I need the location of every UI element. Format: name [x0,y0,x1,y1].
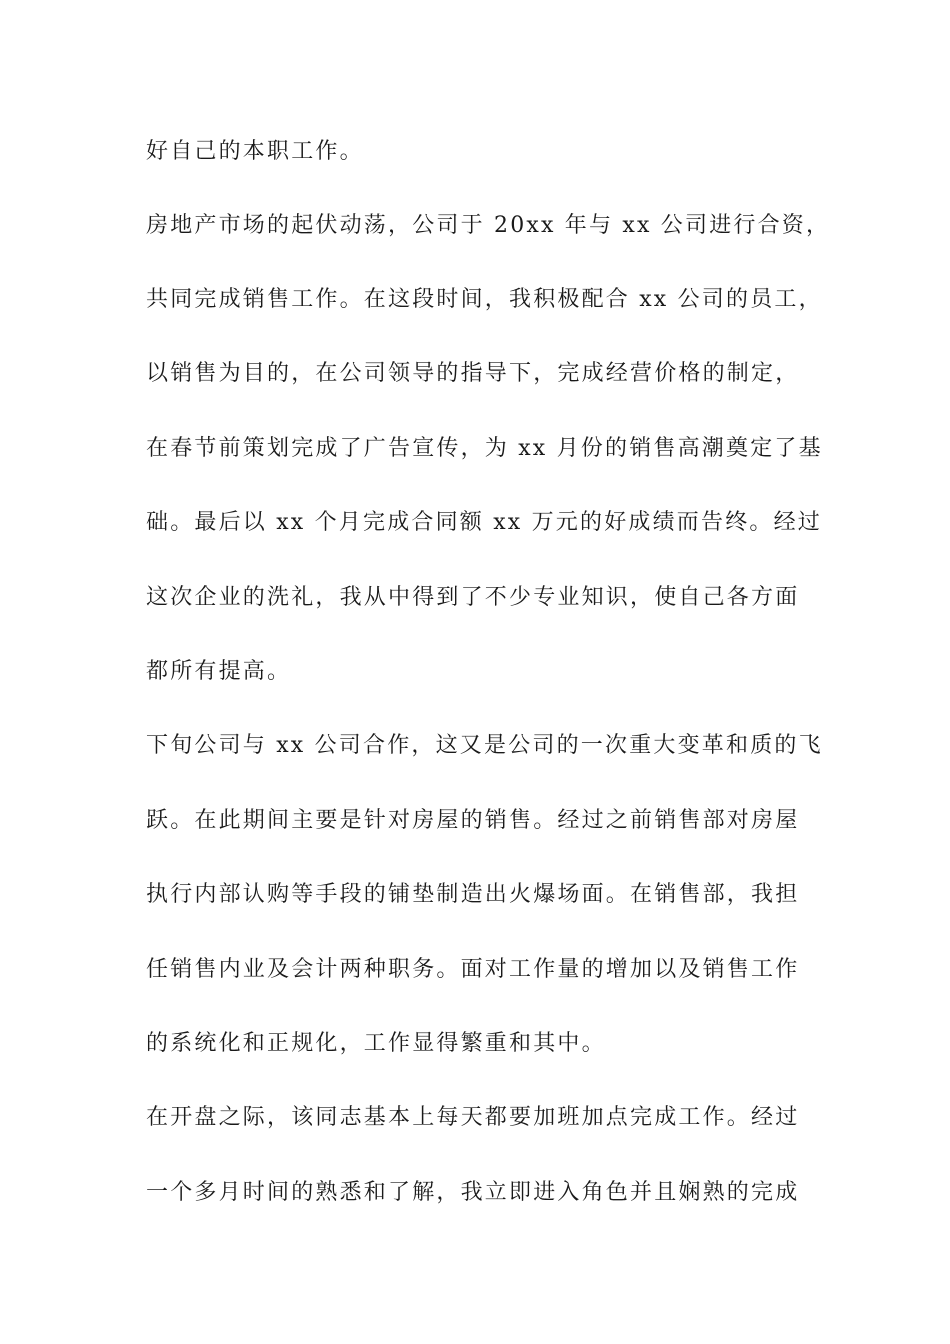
text-line: 一个多月时间的熟悉和了解，我立即进入角色并且娴熟的完成 [146,1180,800,1205]
text-line: 下旬公司与 xx 公司合作，这又是公司的一次重大变革和质的飞 [146,733,823,758]
text-line: 础。最后以 xx 个月完成合同额 xx 万元的好成绩而告终。经过 [146,510,823,535]
text-line: 房地产市场的起伏动荡，公司于 20xx 年与 xx 公司进行合资， [146,213,831,238]
text-line: 在春节前策划完成了广告宣传，为 xx 月份的销售高潮奠定了基 [146,436,823,461]
text-line: 任销售内业及会计两种职务。面对工作量的增加以及销售工作 [146,957,800,982]
text-line: 好自己的本职工作。 [146,139,364,164]
text-line: 都所有提高。 [146,659,292,684]
text-line: 共同完成销售工作。在这段时间，我积极配合 xx 公司的员工， [146,287,823,312]
text-line: 这次企业的洗礼，我从中得到了不少专业知识，使自己各方面 [146,585,800,610]
text-line: 执行内部认购等手段的铺垫制造出火爆场面。在销售部，我担 [146,882,800,907]
text-line: 跃。在此期间主要是针对房屋的销售。经过之前销售部对房屋 [146,808,800,833]
text-line: 在开盘之际，该同志基本上每天都要加班加点完成工作。经过 [146,1105,800,1130]
text-line: 的系统化和正规化，工作显得繁重和其中。 [146,1031,606,1056]
text-line: 以销售为目的，在公司领导的指导下，完成经营价格的制定， [146,361,800,386]
